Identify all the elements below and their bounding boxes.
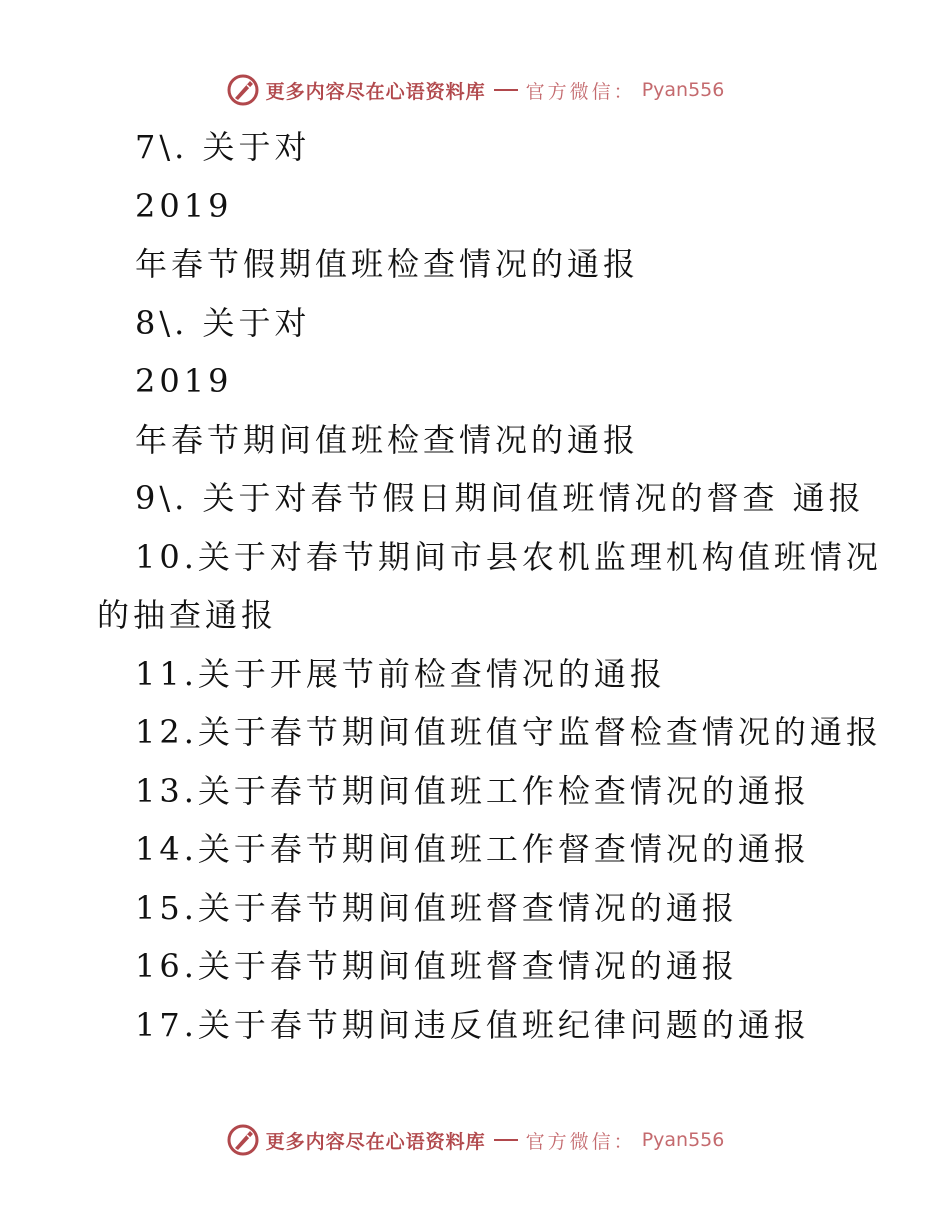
text-line: 14.关于春节期间值班工作督查情况的通报 [135, 830, 810, 868]
document-body [0, 118, 950, 1054]
text-line: 8\. 关于对 [135, 303, 311, 342]
quill-logo-icon [226, 73, 260, 107]
watermark-wechat-id: Pyan556 [641, 79, 725, 101]
text-line: 9\. 关于对春节假日期间值班情况的督查 通报 [135, 479, 865, 517]
watermark-text: 更多内容尽在心语资料库 [265, 80, 486, 103]
text-line: 16.关于春节期间值班督查情况的通报 [135, 947, 738, 985]
text-line: 2019 [135, 186, 233, 225]
watermark-wechat-id: Pyan556 [641, 1129, 725, 1151]
text-line: 7\. 关于对 [135, 128, 311, 166]
text-line: 年春节期间值班检查情况的通报 [135, 420, 640, 459]
footer-watermark [0, 1120, 950, 1160]
watermark-official-label: 官方微信： [525, 1130, 636, 1153]
watermark-text: 更多内容尽在心语资料库 [265, 1130, 486, 1153]
text-line: 2019 [135, 362, 233, 400]
text-line: 13.关于春节期间值班工作检查情况的通报 [135, 771, 810, 810]
watermark-dash [494, 89, 518, 91]
text-line: 15.关于春节期间值班督查情况的通报 [135, 888, 738, 927]
watermark-dash [494, 1139, 518, 1141]
watermark-official-label: 官方微信： [525, 80, 636, 103]
text-line: 10.关于对春节期间市县农机监理机构值班情况 [135, 537, 882, 576]
text-line: 11.关于开展节前检查情况的通报 [135, 654, 666, 693]
quill-logo-icon [226, 1123, 260, 1157]
text-line: 17.关于春节期间违反值班纪律问题的通报 [135, 1005, 810, 1044]
text-line: 12.关于春节期间值班值守监督检查情况的通报 [135, 713, 882, 751]
text-line: 年春节假期值班检查情况的通报 [135, 245, 640, 283]
header-watermark [0, 70, 950, 110]
text-line-continuation: 的抽查通报 [97, 596, 278, 634]
